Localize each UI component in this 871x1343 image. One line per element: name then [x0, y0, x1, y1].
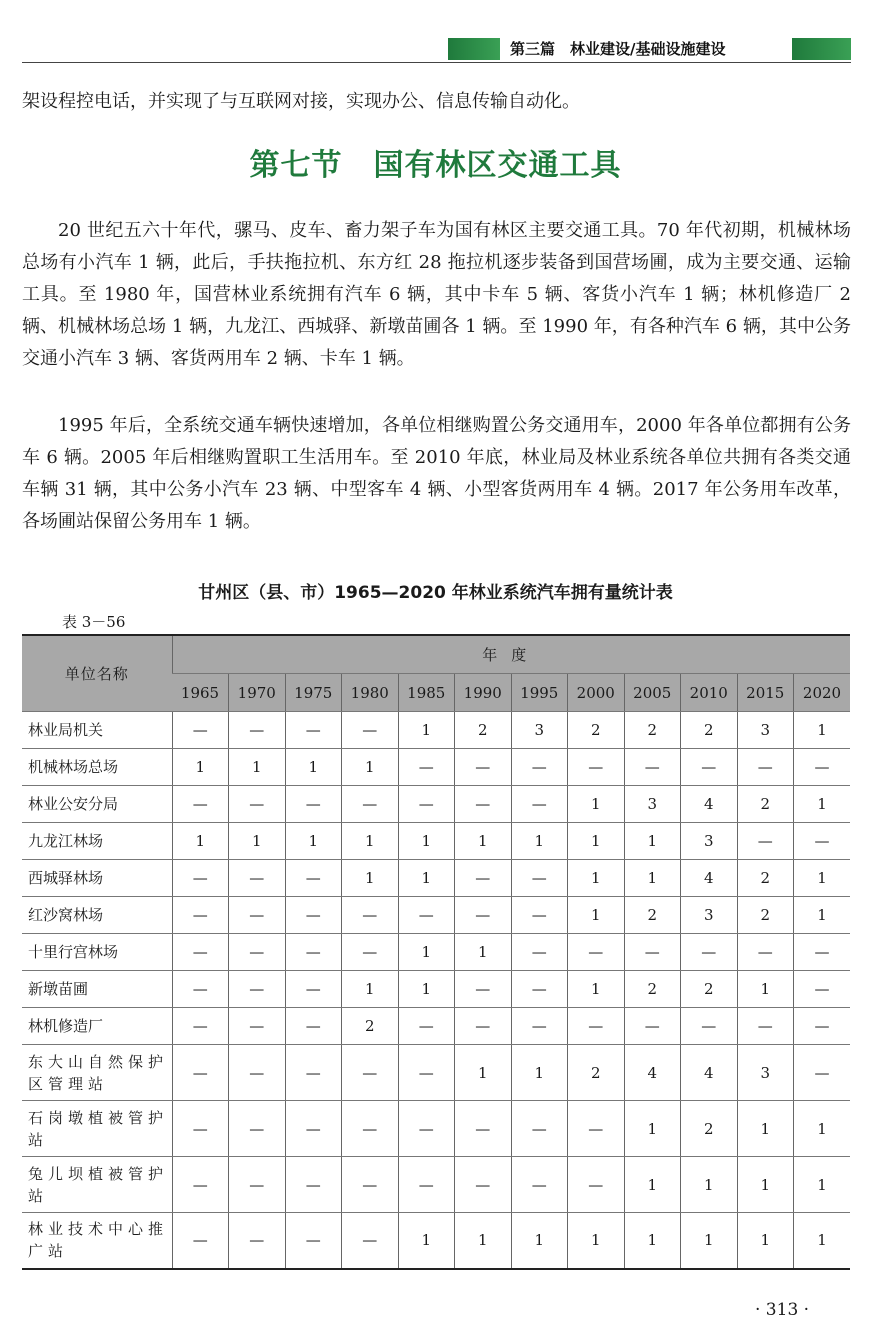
- table-row: [22, 1101, 850, 1157]
- year-col-header: 1980: [342, 674, 399, 712]
- value-cell: —: [737, 749, 794, 786]
- value-cell: 2: [681, 712, 738, 749]
- value-cell: —: [285, 786, 342, 823]
- value-cell: —: [229, 1008, 286, 1045]
- value-cell: 1: [568, 1213, 625, 1269]
- value-cell: —: [568, 1008, 625, 1045]
- table-number: 表 3－56: [62, 613, 126, 631]
- value-cell: —: [511, 1008, 568, 1045]
- value-cell: 1: [624, 823, 681, 860]
- unit-name-cell: 机械林场总场: [22, 749, 172, 786]
- value-cell: 1: [172, 823, 229, 860]
- value-cell: —: [737, 823, 794, 860]
- year-col-header: 2010: [681, 674, 738, 712]
- value-cell: 1: [624, 1157, 681, 1213]
- value-cell: 1: [285, 823, 342, 860]
- value-cell: 4: [681, 1045, 738, 1101]
- value-cell: —: [681, 934, 738, 971]
- unit-name-cell: 十里行宫林场: [22, 934, 172, 971]
- value-cell: —: [737, 934, 794, 971]
- unit-name-cell: 东大山自然保护区管理站: [22, 1045, 172, 1101]
- value-cell: 1: [794, 712, 851, 749]
- value-cell: —: [398, 749, 455, 786]
- paragraph-1: 20 世纪五六十年代，骡马、皮车、畜力架子车为国有林区主要交通工具。70 年代初期，机械林场总场有小汽车 1 辆，此后，手扶拖拉机、东方红 28 拖拉机逐步装备到国营场圃，成为主要交通、运输工具。至 1980 年，国营林业系统拥有汽车 6 辆，其中卡车 5 辆、客货小汽车 1 辆；林机修造厂 2 辆、机械林场总场 1 辆，九龙江、西城驿、新墩苗圃各 1 辆。至 1990 年，有各种汽车 6 辆，其中公务交通小汽车 3 辆、客货两用车 2 辆、卡车 1 辆。: [22, 220, 851, 369]
- value-cell: —: [342, 1213, 399, 1269]
- unit-name-cell: 九龙江林场: [22, 823, 172, 860]
- value-cell: —: [172, 1157, 229, 1213]
- value-cell: 3: [624, 786, 681, 823]
- value-cell: —: [681, 749, 738, 786]
- value-cell: 2: [681, 1101, 738, 1157]
- value-cell: —: [342, 712, 399, 749]
- header-band-left: [448, 38, 500, 60]
- year-col-header: 1970: [229, 674, 286, 712]
- value-cell: —: [511, 786, 568, 823]
- value-cell: 1: [624, 860, 681, 897]
- value-cell: —: [342, 1101, 399, 1157]
- value-cell: —: [229, 1045, 286, 1101]
- value-cell: —: [229, 1157, 286, 1213]
- page-number: · 313 ·: [755, 1300, 810, 1320]
- value-cell: —: [794, 823, 851, 860]
- value-cell: 1: [681, 1157, 738, 1213]
- value-cell: —: [229, 860, 286, 897]
- value-cell: 2: [455, 712, 512, 749]
- value-cell: 1: [229, 749, 286, 786]
- value-cell: 4: [681, 860, 738, 897]
- value-cell: 2: [342, 1008, 399, 1045]
- value-cell: 3: [737, 1045, 794, 1101]
- value-cell: 1: [342, 823, 399, 860]
- value-cell: 1: [568, 786, 625, 823]
- value-cell: —: [172, 786, 229, 823]
- value-cell: 2: [737, 897, 794, 934]
- value-cell: —: [794, 971, 851, 1008]
- value-cell: —: [455, 749, 512, 786]
- value-cell: —: [511, 897, 568, 934]
- table-row: [22, 897, 850, 934]
- unit-name-cell: 林业公安分局: [22, 786, 172, 823]
- value-cell: —: [398, 1045, 455, 1101]
- value-cell: 1: [398, 712, 455, 749]
- value-cell: —: [229, 934, 286, 971]
- value-cell: —: [568, 749, 625, 786]
- value-cell: —: [455, 1008, 512, 1045]
- value-cell: —: [285, 860, 342, 897]
- value-cell: 1: [568, 897, 625, 934]
- value-cell: 1: [455, 1045, 512, 1101]
- table-row: [22, 1157, 850, 1213]
- value-cell: 1: [737, 1101, 794, 1157]
- unit-name-cell: 林业技术中心推广站: [22, 1213, 172, 1269]
- year-col-header: 2005: [624, 674, 681, 712]
- value-cell: 1: [455, 823, 512, 860]
- vehicle-stats-table: [22, 634, 850, 1270]
- value-cell: —: [398, 1101, 455, 1157]
- table-row: [22, 934, 850, 971]
- value-cell: —: [455, 786, 512, 823]
- table-row: [22, 1008, 850, 1045]
- value-cell: —: [172, 1101, 229, 1157]
- value-cell: —: [568, 934, 625, 971]
- value-cell: —: [624, 749, 681, 786]
- unit-name-cell: 林机修造厂: [22, 1008, 172, 1045]
- value-cell: 1: [511, 823, 568, 860]
- unit-name-cell: 红沙窝林场: [22, 897, 172, 934]
- value-cell: —: [342, 934, 399, 971]
- value-cell: 1: [681, 1213, 738, 1269]
- value-cell: 1: [794, 860, 851, 897]
- value-cell: 1: [342, 749, 399, 786]
- value-cell: 2: [737, 860, 794, 897]
- year-col-header: 1965: [172, 674, 229, 712]
- table-row: [22, 823, 850, 860]
- value-cell: 3: [737, 712, 794, 749]
- value-cell: 4: [681, 786, 738, 823]
- value-cell: —: [794, 749, 851, 786]
- value-cell: —: [455, 897, 512, 934]
- table-row: [22, 1213, 850, 1269]
- table-row: [22, 786, 850, 823]
- value-cell: —: [172, 897, 229, 934]
- unit-name-cell: 兔儿坝植被管护站: [22, 1157, 172, 1213]
- value-cell: —: [229, 971, 286, 1008]
- value-cell: 2: [737, 786, 794, 823]
- value-cell: —: [511, 1101, 568, 1157]
- value-cell: —: [229, 786, 286, 823]
- running-header: 第三篇 林业建设/基础设施建设: [510, 40, 726, 58]
- value-cell: 1: [568, 823, 625, 860]
- value-cell: 1: [398, 1213, 455, 1269]
- value-cell: 1: [737, 1157, 794, 1213]
- continuation-line: 架设程控电话，并实现了与互联网对接，实现办公、信息传输自动化。: [22, 91, 580, 112]
- value-cell: —: [285, 934, 342, 971]
- value-cell: 1: [398, 934, 455, 971]
- value-cell: 1: [794, 1213, 851, 1269]
- table-row: [22, 860, 850, 897]
- value-cell: 3: [511, 712, 568, 749]
- value-cell: —: [172, 712, 229, 749]
- value-cell: 2: [624, 897, 681, 934]
- value-cell: 1: [624, 1101, 681, 1157]
- value-cell: —: [455, 1101, 512, 1157]
- value-cell: 1: [794, 897, 851, 934]
- value-cell: 1: [511, 1213, 568, 1269]
- value-cell: —: [398, 897, 455, 934]
- value-cell: —: [172, 1008, 229, 1045]
- value-cell: —: [285, 1213, 342, 1269]
- section-title: 第七节 国有林区交通工具: [249, 148, 622, 183]
- value-cell: —: [342, 897, 399, 934]
- year-col-header: 1975: [285, 674, 342, 712]
- table-body: [22, 712, 850, 1269]
- unit-name-header: 单位名称: [22, 635, 172, 712]
- value-cell: —: [285, 1045, 342, 1101]
- value-cell: 1: [624, 1213, 681, 1269]
- value-cell: —: [172, 1213, 229, 1269]
- value-cell: —: [511, 934, 568, 971]
- unit-name-cell: 石岗墩植被管护站: [22, 1101, 172, 1157]
- value-cell: 1: [398, 971, 455, 1008]
- value-cell: —: [285, 1157, 342, 1213]
- value-cell: —: [229, 897, 286, 934]
- value-cell: 1: [737, 971, 794, 1008]
- value-cell: —: [624, 1008, 681, 1045]
- value-cell: —: [172, 971, 229, 1008]
- value-cell: 1: [511, 1045, 568, 1101]
- value-cell: —: [568, 1101, 625, 1157]
- value-cell: —: [285, 971, 342, 1008]
- value-cell: 4: [624, 1045, 681, 1101]
- value-cell: 2: [568, 712, 625, 749]
- value-cell: —: [455, 860, 512, 897]
- year-col-header: 1985: [398, 674, 455, 712]
- value-cell: —: [794, 934, 851, 971]
- value-cell: —: [229, 712, 286, 749]
- year-col-header: 2015: [737, 674, 794, 712]
- value-cell: —: [624, 934, 681, 971]
- value-cell: 1: [342, 860, 399, 897]
- header-band-right: [792, 38, 851, 60]
- value-cell: 1: [285, 749, 342, 786]
- value-cell: 1: [398, 823, 455, 860]
- value-cell: —: [229, 1213, 286, 1269]
- value-cell: —: [285, 1101, 342, 1157]
- year-col-header: 2020: [794, 674, 851, 712]
- unit-name-cell: 西城驿林场: [22, 860, 172, 897]
- value-cell: 3: [681, 897, 738, 934]
- value-cell: —: [285, 712, 342, 749]
- year-col-header: 2000: [568, 674, 625, 712]
- value-cell: —: [342, 1157, 399, 1213]
- value-cell: —: [285, 897, 342, 934]
- value-cell: 1: [398, 860, 455, 897]
- value-cell: —: [794, 1008, 851, 1045]
- year-header: 年度: [172, 635, 850, 674]
- value-cell: —: [172, 934, 229, 971]
- header-rule: [22, 62, 851, 63]
- value-cell: —: [455, 971, 512, 1008]
- value-cell: —: [342, 1045, 399, 1101]
- table-row: [22, 712, 850, 749]
- value-cell: —: [455, 1157, 512, 1213]
- value-cell: —: [398, 786, 455, 823]
- year-col-header: 1990: [455, 674, 512, 712]
- table-caption: 甘州区（县、市）1965—2020 年林业系统汽车拥有量统计表: [198, 583, 673, 603]
- value-cell: —: [511, 1157, 568, 1213]
- value-cell: —: [172, 1045, 229, 1101]
- unit-name-cell: 林业局机关: [22, 712, 172, 749]
- value-cell: 1: [794, 786, 851, 823]
- paragraph-2: 1995 年后，全系统交通车辆快速增加，各单位相继购置公务交通用车，2000 年各单位都拥有公务车 6 辆。2005 年后相继购置职工生活用车。至 2010 年底，林业局及林业系统各单位共拥有各类交通车辆 31 辆，其中公务小汽车 23 辆、中型客车 4 辆、小型客货两用车 4 辆。2017 年公务用车改革，各场圃站保留公务用车 1 辆。: [22, 415, 851, 532]
- value-cell: 2: [624, 971, 681, 1008]
- table-row: [22, 1045, 850, 1101]
- value-cell: —: [342, 786, 399, 823]
- value-cell: 1: [568, 971, 625, 1008]
- value-cell: —: [737, 1008, 794, 1045]
- value-cell: —: [681, 1008, 738, 1045]
- value-cell: 1: [568, 860, 625, 897]
- value-cell: —: [794, 1045, 851, 1101]
- value-cell: 2: [624, 712, 681, 749]
- unit-name-cell: 新墩苗圃: [22, 971, 172, 1008]
- value-cell: 1: [455, 1213, 512, 1269]
- value-cell: —: [398, 1008, 455, 1045]
- value-cell: 1: [172, 749, 229, 786]
- value-cell: 1: [794, 1157, 851, 1213]
- year-col-header: 1995: [511, 674, 568, 712]
- value-cell: —: [172, 860, 229, 897]
- value-cell: 1: [737, 1213, 794, 1269]
- value-cell: 1: [229, 823, 286, 860]
- value-cell: —: [285, 1008, 342, 1045]
- value-cell: 1: [455, 934, 512, 971]
- value-cell: —: [568, 1157, 625, 1213]
- value-cell: 1: [342, 971, 399, 1008]
- value-cell: —: [511, 749, 568, 786]
- value-cell: —: [229, 1101, 286, 1157]
- value-cell: 3: [681, 823, 738, 860]
- table-row: [22, 749, 850, 786]
- value-cell: —: [398, 1157, 455, 1213]
- table-row: [22, 971, 850, 1008]
- value-cell: 2: [681, 971, 738, 1008]
- value-cell: 2: [568, 1045, 625, 1101]
- value-cell: 1: [794, 1101, 851, 1157]
- value-cell: —: [511, 860, 568, 897]
- value-cell: —: [511, 971, 568, 1008]
